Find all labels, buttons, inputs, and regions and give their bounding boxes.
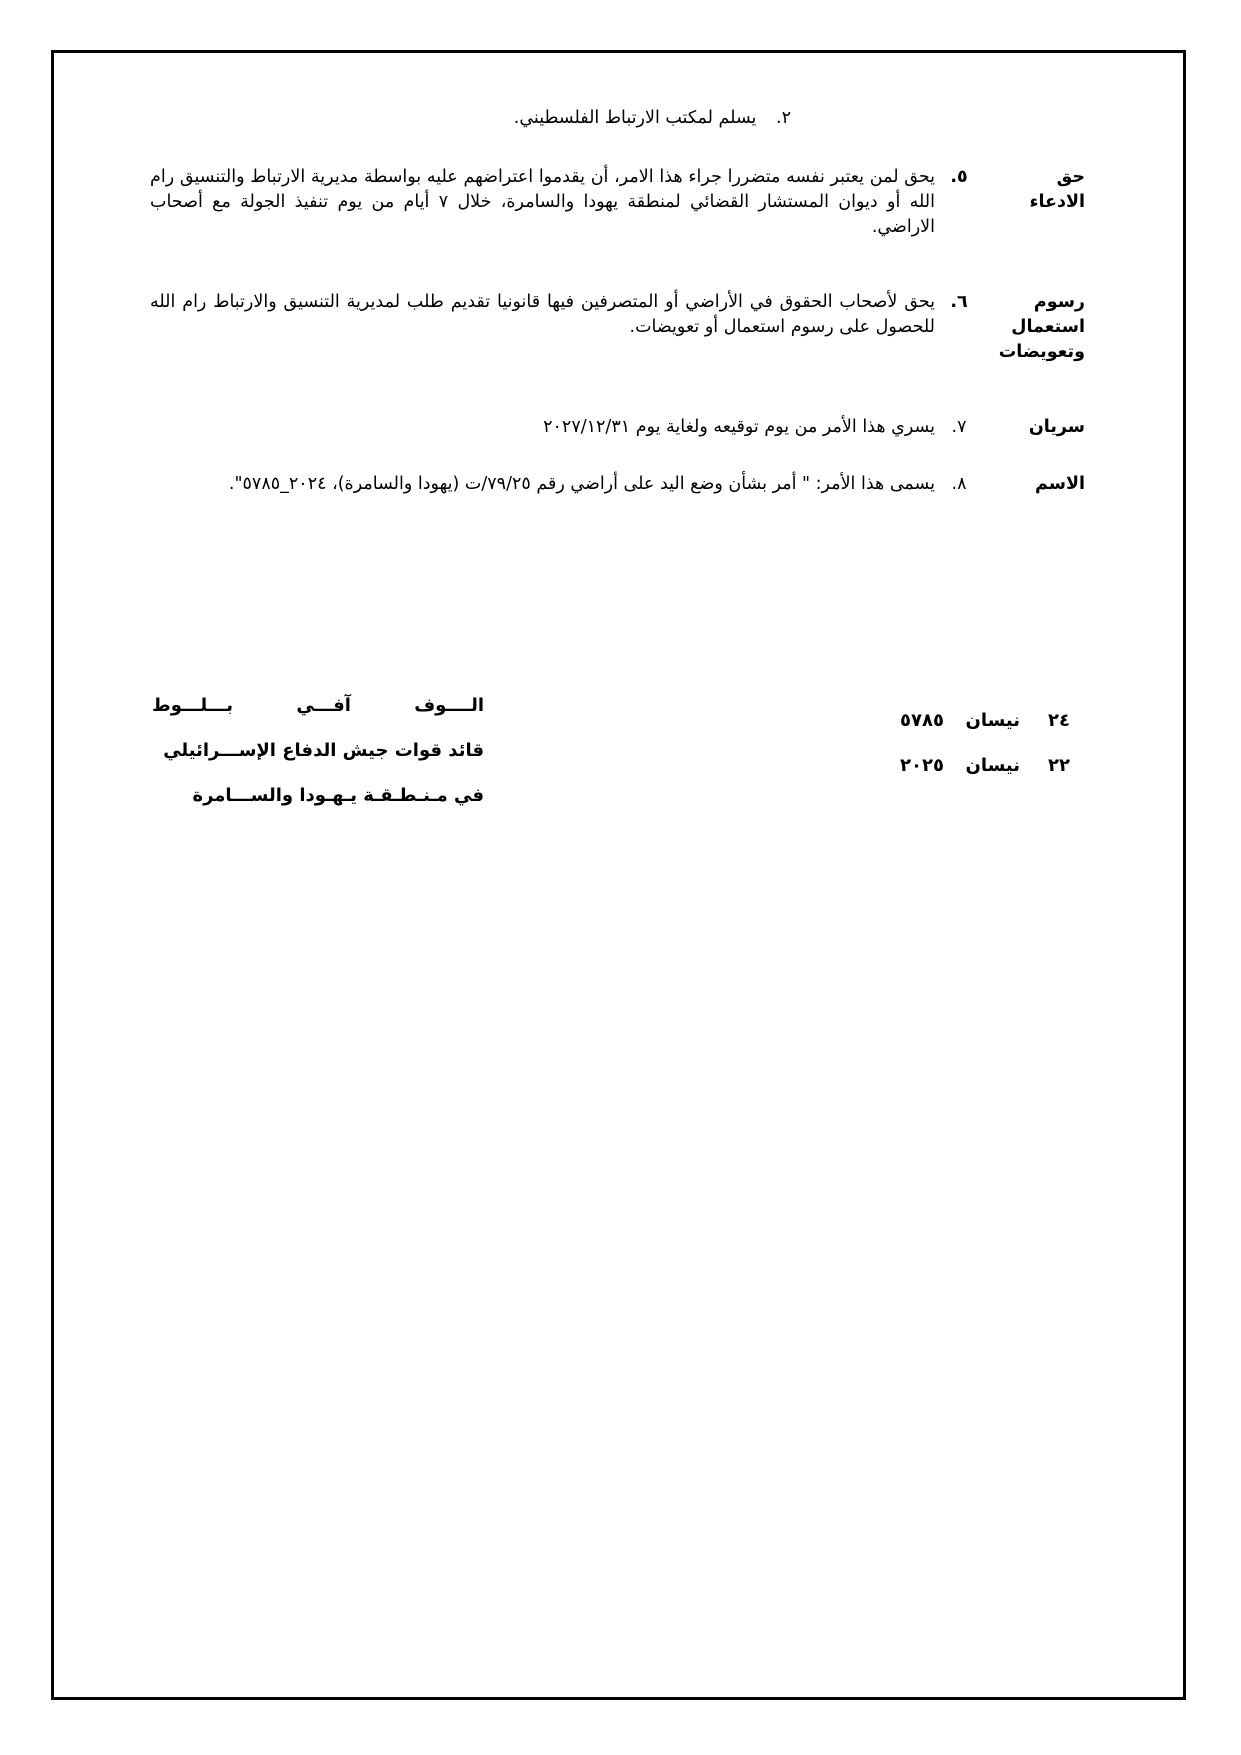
signatory-region: في مـنـطـقـة يـهـودا والســـامرة [192, 785, 484, 806]
sub-item-number: ٢. [776, 108, 791, 128]
signatory-title: قائد قوات جيش الدفاع الإســـرائيلي [163, 740, 484, 761]
clause-number: ٨. [951, 474, 967, 494]
clause-text: يحق لمن يعتبر نفسه متضررا جراء هذا الامر، أن يقدموا اعتراضهم عليه بواسطة مديرية الارتباط والتنسيق رام الله أو ديوان المستشار القضائي لمنطقة يهودا والسامرة، خلال ٧ أيام من يوم تنفيذ الجولة مع أصحاب الاراضي. [150, 167, 935, 237]
date-month: نيسان [965, 755, 1020, 776]
date-hebrew [900, 710, 1070, 731]
clause-label: الاسم [1035, 474, 1085, 494]
clause-number: ٥. [950, 167, 968, 187]
clause-number: ٧. [951, 417, 967, 437]
date-day: ٢٢ [1048, 755, 1070, 776]
clause-text: يسري هذا الأمر من يوم توقيعه ولغاية يوم ٢٠٢٧/١٢/٣١ [543, 417, 935, 437]
clause-label: رسوم استعمال وتعويضات [998, 292, 1085, 362]
clause-text: يحق لأصحاب الحقوق في الأراضي أو المتصرفين فيها قانونيا تقديم طلب لمديرية التنسيق والارتباط رام الله للحصول على رسوم استعمال أو تعويضات. [150, 292, 935, 337]
date-month: نيسان [965, 710, 1020, 731]
signatory-name: الــــوف آفـــي بـــلـــوط [152, 695, 484, 716]
clause-label: سريان [1028, 417, 1085, 437]
date-year: ٥٧٨٥ [900, 710, 944, 731]
sub-item-text: يسلم لمكتب الارتباط الفلسطيني. [513, 108, 757, 128]
clause-label: حق الادعاء [1029, 167, 1085, 212]
clause-text: يسمى هذا الأمر: " أمر بشأن وضع اليد على أراضي رقم ٧٩/٢٥/ت (يهودا والسامرة)، ٢٠٢٤_٥٧٨٥". [228, 474, 935, 494]
date-year: ٢٠٢٥ [900, 755, 944, 776]
clause-5 [150, 165, 1085, 240]
sub-item-2 [514, 108, 791, 128]
date-day: ٢٤ [1048, 710, 1070, 731]
date-gregorian [900, 755, 1070, 776]
clause-number: ٦. [950, 292, 968, 312]
clause-8 [150, 472, 1085, 497]
clause-6 [150, 290, 1085, 365]
clause-7 [150, 415, 1085, 440]
